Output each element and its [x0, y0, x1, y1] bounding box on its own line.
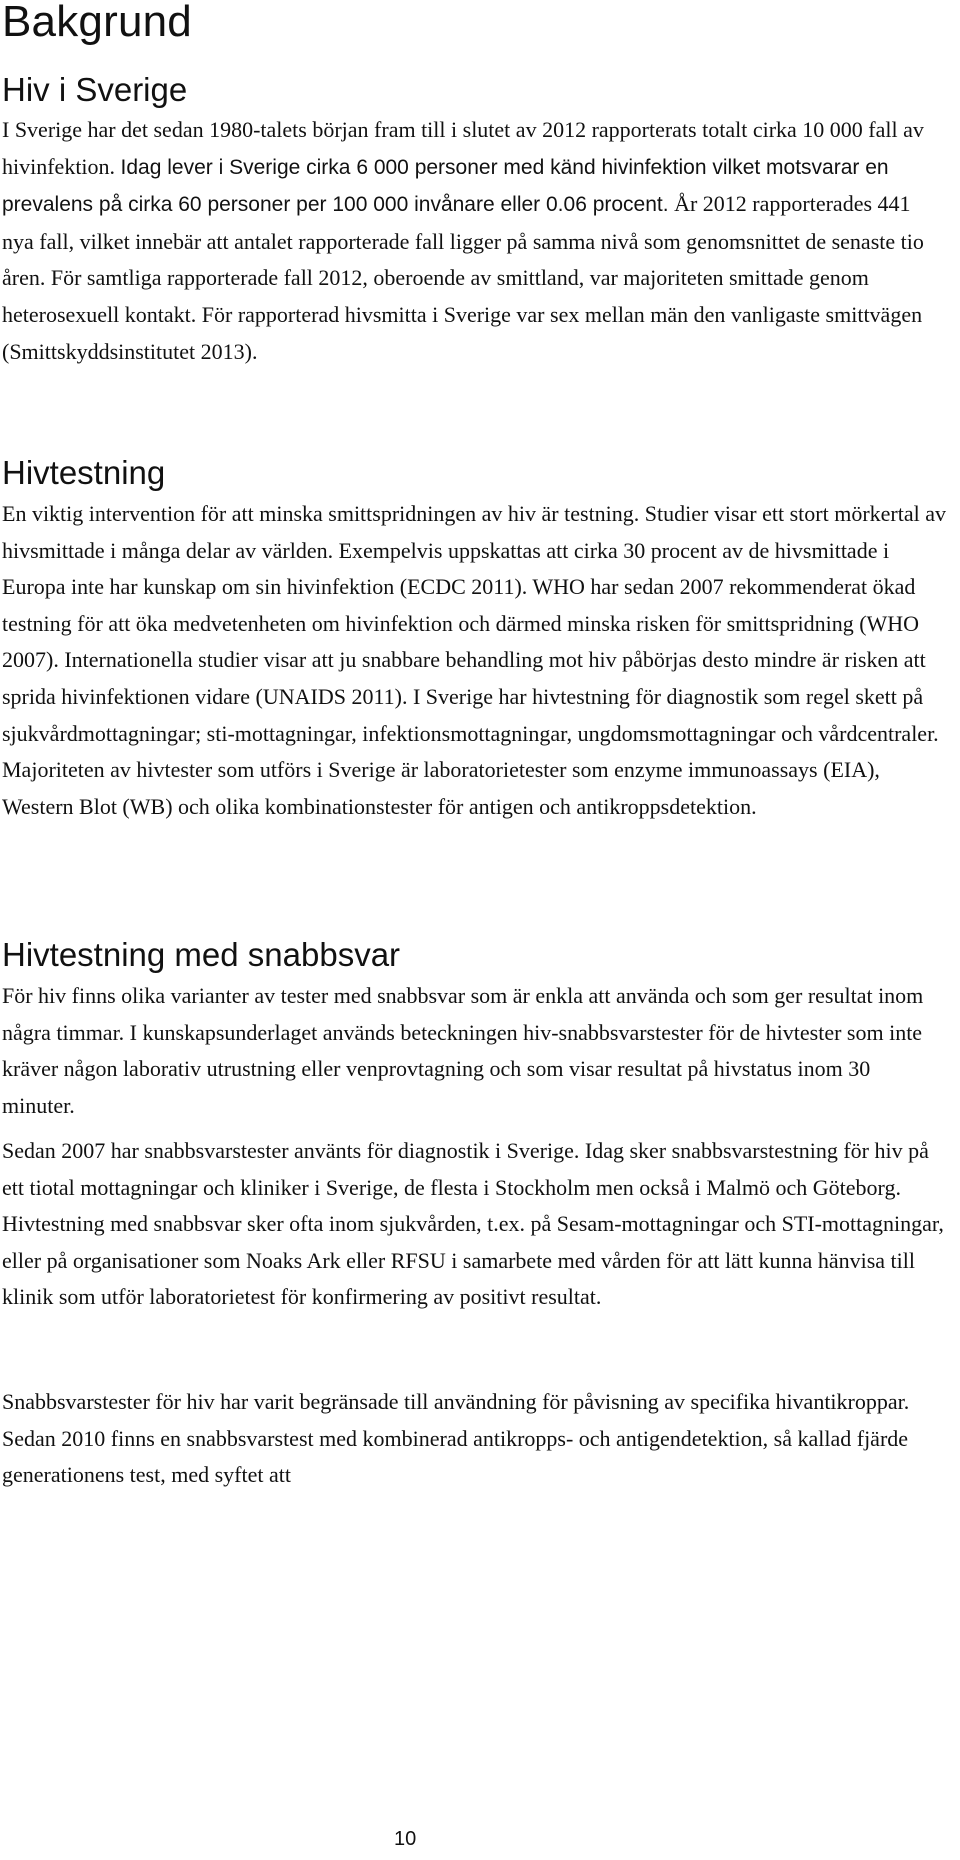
text-run: För hiv finns olika varianter av tester med snabbsvar som är enkla att använda och som ger resultat inom några timmar. I kunskapsunderlaget används beteckningen hiv-snabbsvarstester för de hivtester som inte kräver någon laborativ utrustning eller venprovtagning och som visar resultat på hivstatus inom 30 minuter. — [2, 983, 924, 1118]
section-heading-hiv-i-sverige: Hiv i Sverige — [2, 71, 188, 108]
paragraph-snabbsvar-2 — [2, 1133, 949, 1316]
section-heading-hivtestning: Hivtestning — [2, 454, 166, 491]
text-run: Idag lever i Sverige cirka 6 000 personer med känd hivinfektion vilket motsvarar en prevalens på cirka 60 personer per 100 000 invånare eller 0.06 procent. — [2, 155, 889, 217]
paragraph-snabbsvar-3 — [2, 1384, 949, 1494]
text-run: Snabbsvarstester för hiv har varit begränsade till användning för påvisning av specifika hivantikroppar. Sedan 2010 finns en snabbsvarstest med kombinerad antikropps- och antigendetektion, så kallad fjärde generationens test, med syftet att — [2, 1389, 910, 1488]
text-run: Sedan 2007 har snabbsvarstester använts för diagnostik i Sverige. Idag sker snabbsvarstestning för hiv på ett tiotal mottagningar och kliniker i Sverige, de flesta i Stockholm men också i Malmö och Göteborg. Hivtestning med snabbsvar sker ofta inom sjukvården, t.ex. på Sesam-mottagningar och STI-mottagningar, eller på organisationer som Noaks Ark eller RFSU i samarbete med vården för att lätt kunna hänvisa till klinik som utför laboratorietest för konfirmering av positivt resultat. — [2, 1138, 944, 1310]
page-number: 10 — [394, 1828, 417, 1850]
page-title: Bakgrund — [2, 0, 192, 46]
paragraph-hiv-i-sverige — [2, 112, 944, 370]
text-run: I Sverige har det sedan 1980-talets början fram till i slutet av 2012 rapporterats totalt cirka 10 000 fall av hivinfektion. — [2, 117, 924, 179]
paragraph-hivtestning — [2, 496, 949, 825]
text-run: År 2012 rapporterades 441 nya fall, vilket innebär att antalet rapporterade fall ligger på samma nivå som genomsnittet de senaste tio åren. För samtliga rapporterade fall 2012, oberoende av smittland, var majoriteten smittade genom heterosexuell kontakt. För rapporterad hivsmitta i Sverige var sex mellan män den vanligaste smittvägen (Smittskyddsinstitutet 2013). — [2, 191, 924, 364]
section-heading-hivtestning-med-snabbsvar: Hivtestning med snabbsvar — [2, 936, 401, 973]
text-run: En viktig intervention för att minska smittspridningen av hiv är testning. Studier visar ett stort mörkertal av hivsmittade i många delar av världen. Exempelvis uppskattas att cirka 30 procent av de hivsmittade i Europa inte har kunskap om sin hivinfektion (ECDC 2011). WHO har sedan 2007 rekommenderat ökad testning för att öka medvetenheten om hivinfektion och därmed minska risken för smittspridning (WHO 2007). Internationella studier visar att ju snabbare behandling mot hiv påbörjas desto mindre är risken att sprida hivinfektionen vidare (UNAIDS 2011). I Sverige har hivtestning för diagnostik som regel skett på sjukvårdmottagningar; sti-mottagningar, infektionsmottagningar, ungdomsmottagningar och vårdcentraler. Majoriteten av hivtester som utförs i Sverige är laboratorietester som enzyme immunoassays (EIA), Western Blot (WB) och olika kombinationstester för antigen och antikroppsdetektion. — [2, 501, 946, 819]
paragraph-snabbsvar-1 — [2, 978, 949, 1124]
